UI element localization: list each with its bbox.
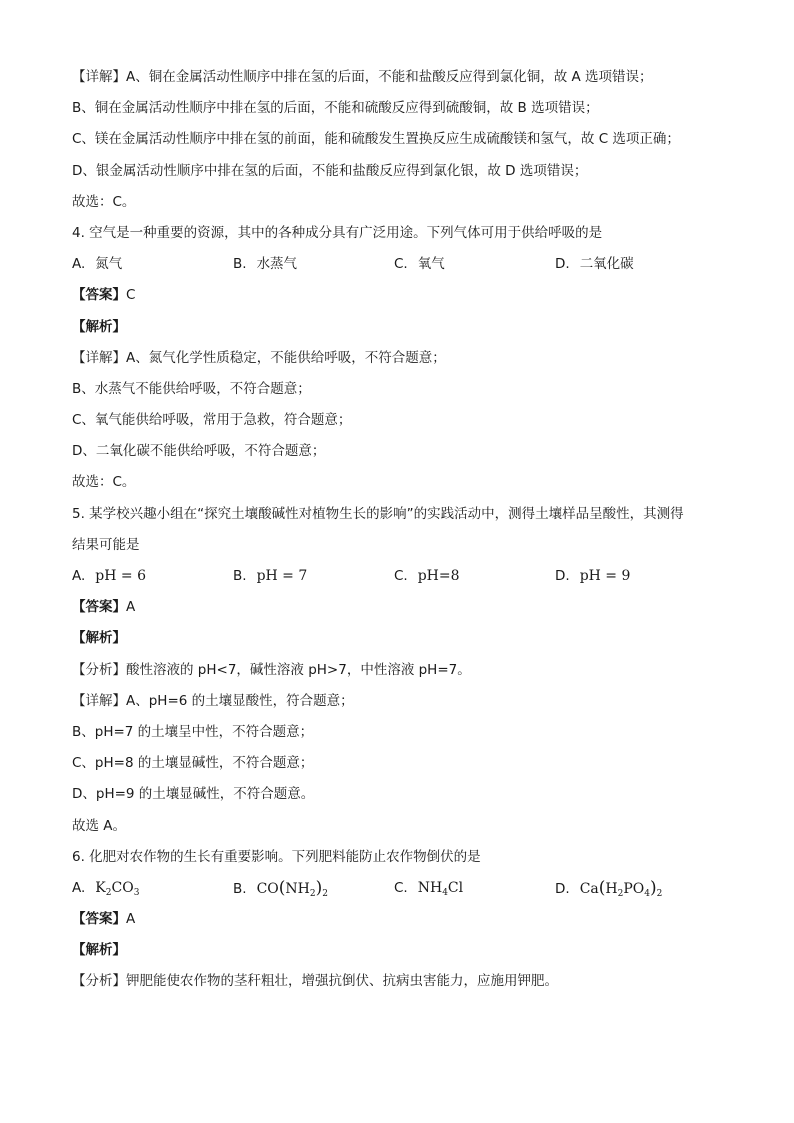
formula-calcium-phosphate: $Ca(H_2PO_4)_2$ [579, 877, 663, 899]
answer-line: 【答案】C [72, 287, 136, 304]
option-d: D. $Ca(H_2PO_4)_2$ [555, 877, 663, 899]
option-a: A. 氮气 [72, 256, 123, 273]
option-c: C. pH=8 [394, 568, 460, 584]
question-4-stem: 4. 空气是一种重要的资源，其中的各种成分具有广泛用途。下列气体可用于供给呼吸的是 [72, 224, 603, 241]
choice-line: 故选：C。 [72, 474, 136, 491]
detail-line: 【详解】A、铜在金属活动性顺序中排在氢的后面，不能和盐酸反应得到氯化铜，故 A 选项错误； [72, 69, 653, 85]
question-4-options [72, 249, 732, 280]
option-b: B. $CO(NH_2)_2$ [233, 877, 328, 899]
question-5-options [72, 561, 732, 592]
analysis-line: 【分析】钾肥能使农作物的茎秆粗壮，增强抗倒伏、抗病虫害能力，应施用钾肥。 [72, 973, 558, 990]
formula-urea: $CO(NH_2)_2$ [256, 877, 328, 899]
formula-nh4cl: $NH_4Cl$ [417, 879, 464, 898]
question-6-options [72, 873, 732, 904]
option-c: C. $NH_4Cl$ [394, 879, 464, 898]
question-5-stem: 5. 某学校兴趣小组在“探究土壤酸碱性对植物生长的影响”的实践活动中，测得土壤样品呈酸性，其测得 [72, 505, 684, 522]
detail-line: B、pH=7 的土壤呈中性，不符合题意； [72, 723, 314, 740]
detail-line: D、pH=9 的土壤显碱性，不符合题意。 [72, 786, 315, 803]
question-6-stem: 6. 化肥对农作物的生长有重要影响。下列肥料能防止农作物倒伏的是 [72, 848, 481, 865]
document-page [72, 62, 732, 998]
option-b: B. pH = 7 [233, 568, 308, 584]
option-b: B. 水蒸气 [233, 256, 298, 273]
analysis-line: 【分析】酸性溶液的 pH<7，碱性溶液 pH>7，中性溶液 pH=7。 [72, 661, 471, 678]
analysis-tag: 【解析】 [72, 318, 126, 335]
option-c: C. 氧气 [394, 256, 445, 273]
option-d: D. 二氧化碳 [555, 256, 634, 273]
formula-k2co3: $K_2CO_3$ [95, 879, 140, 898]
answer-line: 【答案】A [72, 911, 136, 928]
detail-line: D、二氧化碳不能供给呼吸，不符合题意； [72, 443, 326, 460]
detail-line: 【详解】A、pH=6 的土壤显酸性，符合题意； [72, 692, 354, 709]
option-a: A. pH = 6 [72, 568, 147, 584]
detail-line: C、镁在金属活动性顺序中排在氢的前面，能和硫酸发生置换反应生成硫酸镁和氢气，故 C 选项正确； [72, 131, 680, 148]
detail-line: C、氧气能供给呼吸，常用于急救，符合题意； [72, 412, 352, 429]
detail-line: C、pH=8 的土壤显碱性，不符合题意； [72, 755, 314, 772]
choice-line: 故选：C。 [72, 193, 136, 210]
question-5-stem-cont: 结果可能是 [72, 536, 140, 553]
detail-line: 【详解】A、氮气化学性质稳定，不能供给呼吸，不符合题意； [72, 349, 446, 366]
detail-line: B、水蒸气不能供给呼吸，不符合题意； [72, 380, 311, 397]
choice-line: 故选 A。 [72, 817, 127, 834]
option-d: D. pH = 9 [555, 568, 631, 584]
detail-line: B、铜在金属活动性顺序中排在氢的后面，不能和硫酸反应得到硫酸铜，故 B 选项错误； [72, 100, 599, 117]
analysis-tag: 【解析】 [72, 630, 126, 647]
analysis-tag: 【解析】 [72, 942, 126, 959]
option-a: A. $K_2CO_3$ [72, 879, 140, 898]
answer-line: 【答案】A [72, 599, 136, 616]
detail-line: D、银金属活动性顺序中排在氢的后面，不能和盐酸反应得到氯化银，故 D 选项错误； [72, 162, 588, 179]
